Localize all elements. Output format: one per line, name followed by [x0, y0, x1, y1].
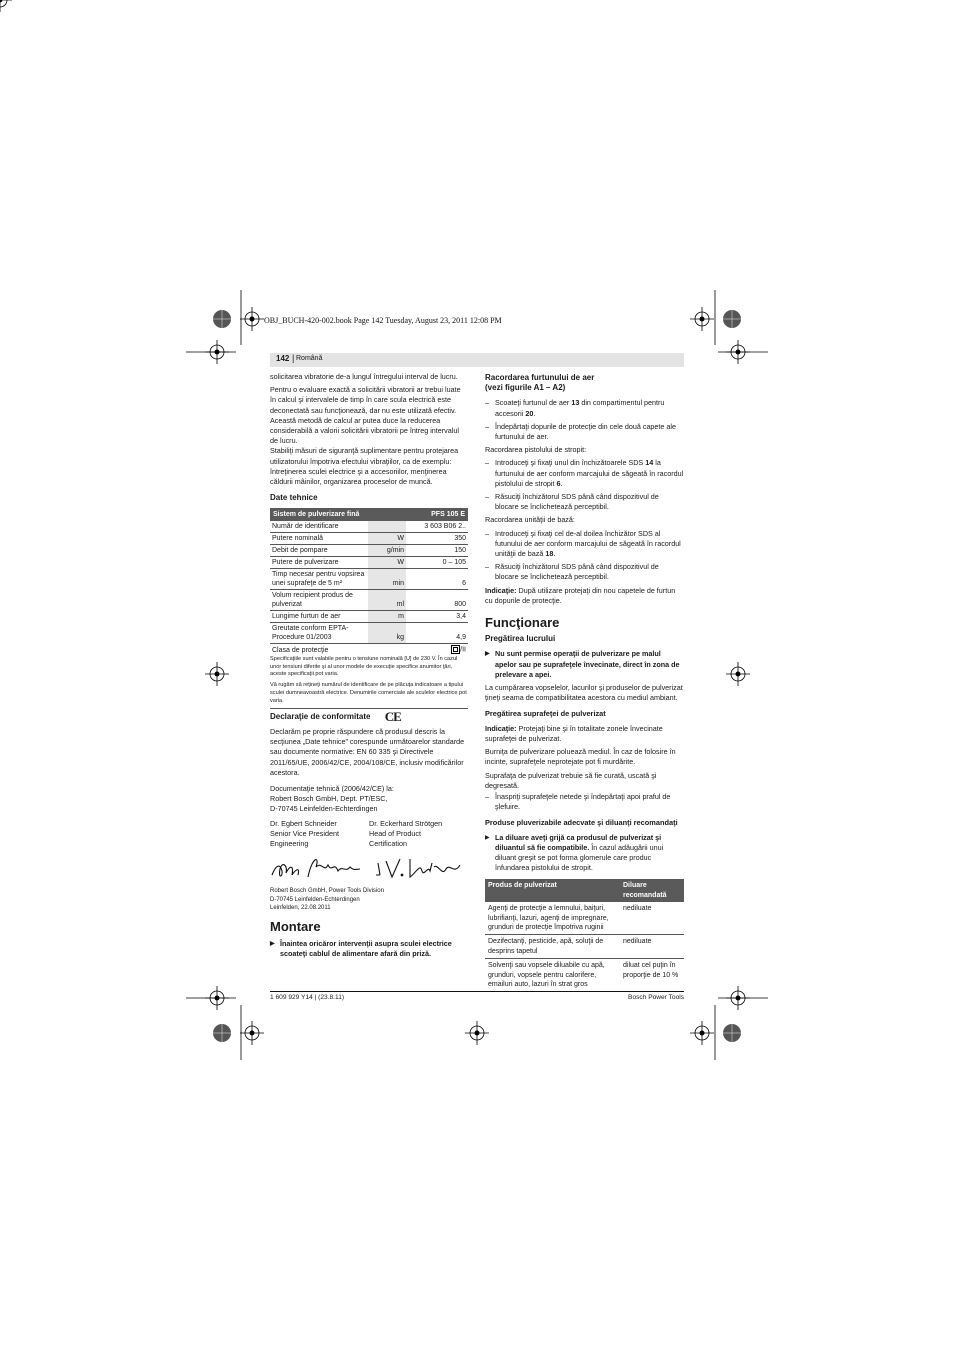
row-unit: m [368, 611, 406, 623]
page-number: 142 [276, 354, 290, 363]
table-row [485, 935, 684, 959]
double-insulation-icon [451, 645, 460, 654]
base-step-2: – Răsuciţi închizătorul SDS până când dispozitivul de blocare se înclichetează perceptibil. [485, 562, 684, 582]
indication-1-text: După utilizare protejaţi din nou capetele de furtun cu dopurile de protecţie. [485, 585, 676, 605]
table-row [485, 902, 684, 935]
dilution-head: Diluare recomandată [620, 879, 684, 902]
row-unit: ml [368, 590, 406, 611]
product-cell: Agenţi de protecţie a lemnului, baiţuri, lubrifianţi, lazuri, agenţi de impregnare, grunduri de protecţie împotriva ruginii [485, 902, 620, 935]
produse-heading: Produse pluverizabile adecvate şi diluanţi recomandaţi [485, 818, 678, 828]
signer-1: Dr. Egbert Schneider Senior Vice President Engineering [270, 818, 339, 849]
row-label: Volum recipient produs de pulverizat [270, 590, 368, 611]
dilution-cell: nediluate [620, 935, 684, 959]
conformity-heading-row [270, 708, 468, 724]
intro-paragraph-2: Pentru o evaluare exactă a solicitării vibratorii ar trebui luate în calcul şi intervalele de timp în care scula electrică este deconectată sau funcţionează, dar nu este utilizată efectiv. Această metodă de calcul ar putea duce la reducerea considerabilă a valorii solicitării vibratorii pe întreg intervalul de lucru. [270, 385, 461, 446]
indication-1 [485, 586, 684, 606]
tech-header-label: Sistem de pulverizare fină [270, 508, 406, 521]
table-row [270, 557, 468, 569]
table-row [270, 611, 468, 623]
protection-class-value: /II [460, 646, 466, 654]
pregatire-heading: Pregătirea lucrului [485, 634, 556, 644]
suprafata-heading: Pregătirea suprafeţei de pulverizat [485, 709, 606, 719]
netede-step: – Înaspriţi suprafeţele netede şi îndepărtaţi apoi praful de şlefuire. [485, 792, 684, 812]
intro-paragraph-3: Stabiliţi măsuri de siguranţă suplimentare pentru protejarea utilizatorului împotriva efectului vibraţiilor, ca de exemplu: întreţinerea sculei electrice şi a accesoriilor, menţinerea căldurii mâinilor, organizarea proceselor de muncă. [270, 446, 459, 487]
dilution-warning [485, 833, 684, 874]
curata-text: Suprafaţa de pulverizat trebuie să fie curată, uscată şi degresată. [485, 770, 657, 790]
row-value: 3,4 [406, 611, 468, 623]
base-step-1: – Introduceţi şi fixaţi cel de-al doilea închizător SDS al futunului de aer conform marcajului de săgeată în racordul unităţii de bază 18. [485, 529, 684, 560]
table-row [270, 644, 468, 656]
row-label: Timp necesar pentru vopsirea unei suprafeţe de 5 m² [270, 569, 368, 590]
row-value: 3 603 B06 2.. [406, 521, 468, 533]
row-value: 800 [406, 590, 468, 611]
header-separator: | [292, 353, 295, 363]
pregatire-warning: ▶ Nu sunt permise operaţii de pulverizare pe malul apelor sau pe suprafeţele învecinate, direct în zona de prelevare a apei. [485, 649, 684, 680]
row-label: Putere de pulverizare [270, 557, 368, 569]
product-head: Produs de pulverizat [485, 879, 620, 902]
indication-2-text: Protejaţi bine şi în totalitate zonele învecinate suprafeţei de pulverizat. [485, 723, 663, 743]
row-unit: W [368, 533, 406, 545]
table-row [270, 569, 468, 590]
product-cell: Solvenţi sau vopsele diluabile cu apă, grunduri, vopsele pentru calorifere, emailuri auto, lazuri în strat gros [488, 962, 605, 988]
table-row [270, 590, 468, 611]
montare-warning: ▶ Înaintea oricăror intervenţii asupra sculei electrice scoateţi cablul de alimentare afară din priză. [270, 939, 468, 959]
functionare-heading: Funcţionare [485, 615, 560, 631]
page-language: Română [296, 355, 323, 362]
row-unit: g/min [368, 545, 406, 557]
protection-class-cell [406, 644, 468, 656]
row-unit: min [368, 569, 406, 590]
page-header-bar [270, 353, 684, 367]
signatures-image [270, 853, 468, 885]
indication-2 [485, 724, 684, 744]
dilution-warning-normal: În cazul adăugării unui diluant greşit se pot forma glomerule care produc înfundarea pistolului de stropit. [495, 842, 664, 873]
air-hose-heading: Racordarea furtunului de aer (vezi figurile A1 – A2) [485, 373, 595, 393]
ceata-text: Burniţa de pulverizare poluează mediul. În caz de folosire în incinte, suprafeţele neprotejate pot fi murdărite. [485, 747, 676, 767]
footer-left: 1 609 929 Y14 | (23.8.11) [270, 994, 345, 1001]
footer-rule [270, 991, 684, 992]
product-table [485, 879, 684, 991]
tech-header-value: PFS 105 E [406, 508, 468, 521]
product-cell: Dezifectanţi, pesticide, apă, soluţii de desprins tapetul [485, 935, 620, 959]
table-row [270, 545, 468, 557]
table-row [270, 533, 468, 545]
pistol-step-2: – Răsuciţi închizătorul SDS până când dispozitivul de blocare se înclichetează perceptibil. [485, 492, 684, 512]
dilution-cell: nediluate [620, 902, 684, 935]
right-column [485, 372, 684, 991]
conformity-heading: Declaraţie de conformitate [270, 711, 371, 721]
pistol-label: Racordarea pistolului de stropit: [485, 445, 587, 455]
footer-right: Bosch Power Tools [628, 994, 684, 1001]
air-step-2: – Îndepărtaţi dopurile de protecţie din cele două capete ale furtunului de aer. [485, 422, 684, 442]
intro-paragraph-1: solicitarea vibratorie de-a lungul întregului interval de lucru. [270, 372, 458, 381]
row-label: Număr de identificare [270, 521, 368, 533]
documentation-text: Documentaţie tehnică (2006/42/CE) la: Robert Bosch GmbH, Dept. PT/ESC, D-70745 Leinfelden-Echterdingen [270, 784, 394, 814]
dilution-warning-bold: La diluare aveţi grijă ca produsul de pulverizat şi diluantul să fie compatibile. [495, 832, 662, 852]
tech-heading: Date tehnice [270, 493, 318, 503]
tech-note-2: Vă rugăm să reţineţi numărul de identificare de pe plăcuţa indicatoare a tipului sculei dumneavoastră electrice. Denumirile comerciale ale sculelor electrice pot varia. [270, 682, 468, 708]
manufacturer-address: Robert Bosch GmbH, Power Tools Division D-70745 Leinfelden-Echterdingen Leinfelden, 22.08.2011 [270, 888, 384, 912]
row-label: Putere nominală [270, 533, 368, 545]
indication-2-label: Indicaţie: [485, 723, 517, 733]
signer-2: Dr. Eckerhard Strötgen Head of Product Certification [369, 818, 443, 849]
row-label: Debit de pompare [270, 545, 368, 557]
tech-note-1: Specificaţiile sunt valabile pentru o tensiune nominală [U] de 230 V. În cazul unor tensiuni diferite şi al unor modele de execuţie specifice anumitor ţări, aceste specificaţii pot varia. [270, 655, 458, 678]
row-value: 4,9 [406, 623, 468, 644]
row-label: Greutate conform EPTA-Procedure 01/2003 [270, 623, 368, 644]
row-value: 150 [406, 545, 468, 557]
table-row [270, 623, 468, 644]
dilution-cell: diluat cel puţin în proporţie de 10 % [623, 962, 679, 979]
row-value: 6 [406, 569, 468, 590]
tech-table [270, 508, 468, 655]
row-unit: W [368, 557, 406, 569]
base-label: Racordarea unităţii de bază: [485, 515, 575, 525]
indication-1-label: Indicaţie: [485, 585, 517, 595]
row-value: 0 – 105 [406, 557, 468, 569]
row-label: Lungime furtun de aer [270, 611, 368, 623]
signers [270, 819, 468, 850]
row-unit: kg [368, 623, 406, 644]
air-step-1: – Scoateţi furtunul de aer 13 din compartimentul pentru accesorii 20. [485, 398, 684, 418]
table-row [270, 521, 468, 533]
print-header: OBJ_BUCH-420-002.book Page 142 Tuesday, August 23, 2011 12:08 PM [264, 316, 502, 325]
pistol-step-1: – Introduceţi şi fixaţi unul din închizătoarele SDS 14 la furtunului de aer conform marcajului de săgeată în racordul pistolului de stropit 6. [485, 458, 684, 489]
pregatire-text: La cumpărarea vopselelor, lacurilor şi produselor de pulverizat ţineţi seama de compatibilitatea acestora cu mediul ambiant. [485, 683, 683, 703]
row-unit [368, 521, 406, 533]
protection-class-label: Clasa de protecţie [272, 646, 329, 654]
ce-mark-icon: CE [384, 708, 401, 724]
left-column [270, 372, 468, 962]
table-row [485, 959, 684, 992]
conformity-text: Declarăm pe proprie răspundere că produsul descris la secţiunea „Date tehnice” corespunde următoarelor standarde sau documente normative: EN 60 335 şi Directivele 2011/65/UE, 2006/42/CE, 2004/108/CE, inclusiv modificărilor acestora. [270, 726, 465, 777]
montare-heading: Montare [270, 919, 321, 935]
row-value: 350 [406, 533, 468, 545]
